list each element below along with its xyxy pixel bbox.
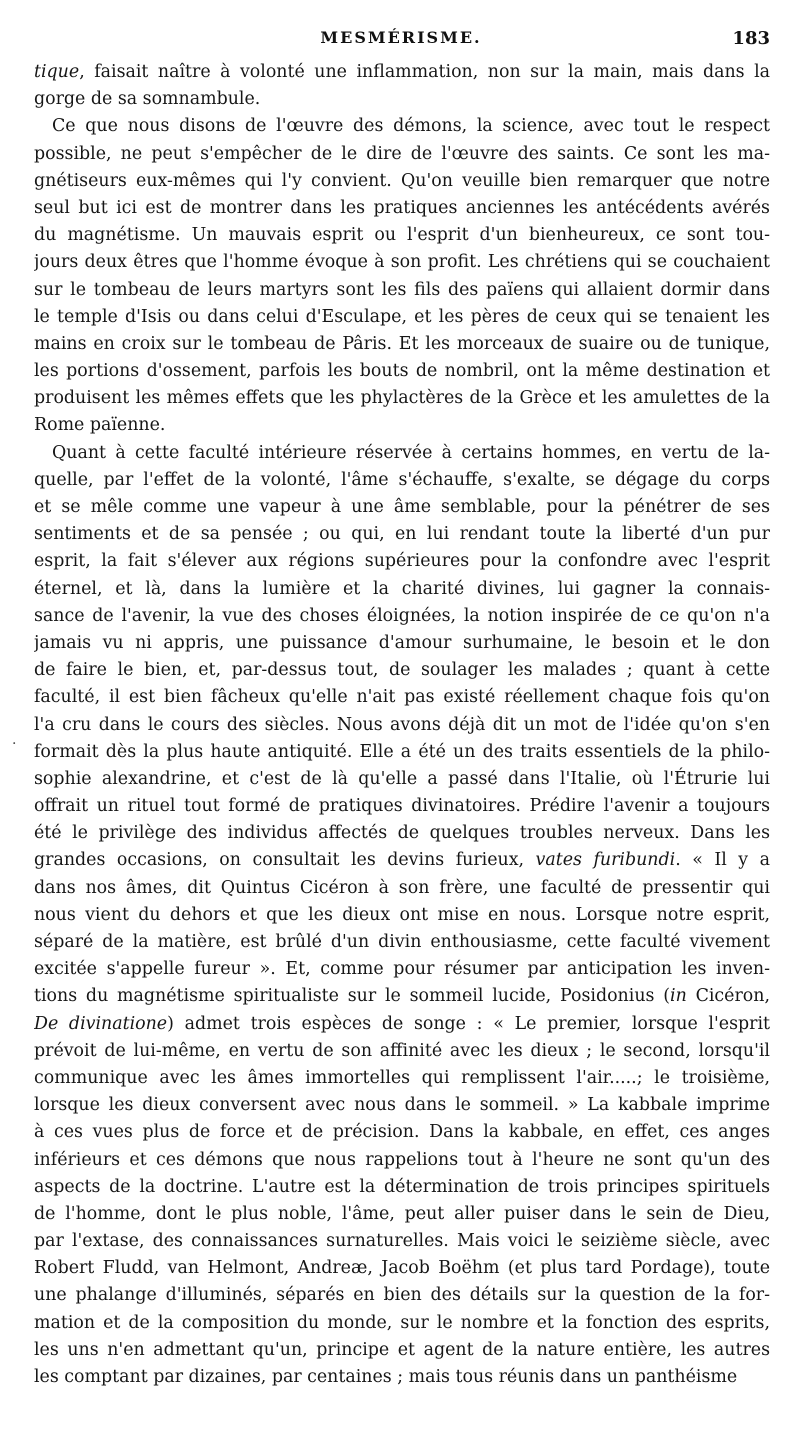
text-segment: gorge de sa somnambule.	[34, 89, 261, 110]
text-segment: Robert Fludd, van Helmont, Andreæ, Jacob Boëhm (et plus tard Pordage), toute	[34, 1258, 770, 1279]
text-line	[34, 603, 770, 630]
text-line	[34, 630, 770, 657]
running-title: MESMÉRISME.	[320, 28, 482, 47]
text-segment: seul but ici est de montrer dans les pratiques anciennes les antécédents avérés	[34, 197, 770, 218]
italic-text: vates furibundi	[535, 850, 676, 871]
text-segment: du magnétisme. Un mauvais esprit ou l'esprit d'un bienheureux, ce sont tou-	[34, 225, 770, 246]
text-segment: les uns n'en admettant qu'un, principe et agent de la nature entière, les autres	[34, 1339, 770, 1360]
text-line	[34, 467, 770, 494]
italic-text: De divinatione	[34, 1013, 168, 1034]
text-line	[34, 1201, 770, 1228]
text-segment: inférieurs et ces démons que nous rappelions tout à l'heure ne sont qu'un des	[34, 1149, 770, 1170]
text-line	[34, 684, 770, 711]
text-segment: faculté, il est bien fâcheux qu'elle n'ait pas existé réellement chaque fois qu'on	[34, 687, 770, 708]
text-segment: Rome païenne.	[34, 415, 166, 436]
text-segment: excitée s'appelle fureur ». Et, comme pour résumer par anticipation les inven-	[34, 959, 770, 980]
text-line	[34, 249, 770, 276]
text-line	[34, 304, 770, 331]
text-segment: sance de l'avenir, la vue des choses éloignées, la notion inspirée de ce qu'on n'a	[34, 605, 770, 626]
text-segment: de l'homme, dont le plus noble, l'âme, peut aller puiser dans le sein de Dieu,	[34, 1203, 770, 1224]
text-segment: offrait un rituel tout formé de pratiques divinatoires. Prédire l'avenir a toujours	[34, 796, 770, 817]
text-segment: . « Il y a	[675, 850, 770, 871]
text-segment: jamais vu ni appris, une puissance d'amour surhumaine, le besoin et le don	[34, 632, 770, 653]
text-segment: , faisait naître à volonté une inflammation, non sur la main, mais dans la	[79, 62, 770, 82]
text-line	[34, 657, 770, 684]
text-segment: dans nos âmes, dit Quintus Cicéron à son frère, une faculté de pressentir qui	[34, 877, 770, 898]
text-line	[34, 1011, 770, 1038]
text-line	[34, 1228, 770, 1255]
text-segment: formait dès la plus haute antiquité. Elle a été un des traits essentiels de la philo-	[34, 741, 770, 762]
text-segment: éternel, et là, dans la lumière et la charité divines, lui gagner la connais-	[34, 578, 770, 599]
text-line	[34, 521, 770, 548]
text-line	[34, 1282, 770, 1309]
text-segment: les comptant par dizaines, par centaines ; mais tous réunis dans un panthéisme	[34, 1367, 738, 1387]
text-line	[34, 113, 770, 140]
text-line	[34, 168, 770, 195]
text-segment: sophie alexandrine, et c'est de là qu'elle a passé dans l'Italie, où l'Étrurie lui	[34, 768, 770, 789]
text-line	[34, 412, 770, 439]
text-line	[34, 358, 770, 385]
text-line	[34, 494, 770, 521]
text-segment: séparé de la matière, est brûlé d'un divin enthousiasme, cette faculté vivement	[34, 932, 770, 952]
text-line	[34, 1174, 770, 1201]
text-segment: gnétiseurs eux-mêmes qui l'y convient. Qu'on veuille bien remarquer que notre	[34, 170, 770, 191]
text-line	[34, 1065, 770, 1092]
text-segment: Ce que nous disons de l'œuvre des démons, la science, avec tout le respect	[52, 116, 770, 137]
text-segment: sur le tombeau de leurs martyrs sont les fils des païens qui allaient dormir dans	[34, 279, 770, 300]
text-line	[34, 1038, 770, 1065]
text-segment: esprit, la fait s'élever aux régions supérieures pour la confondre avec l'esprit	[34, 551, 770, 572]
text-line	[34, 956, 770, 983]
text-line	[34, 820, 770, 847]
text-line	[34, 739, 770, 766]
text-line	[34, 576, 770, 603]
text-line	[34, 1337, 770, 1364]
text-line	[34, 847, 770, 874]
text-segment: sentiments et de sa pensée ; ou qui, en lui rendant toute la liberté d'un pur	[34, 524, 770, 545]
text-line	[34, 385, 770, 412]
text-line	[34, 712, 770, 739]
text-segment: jours deux êtres que l'homme évoque à son profit. Les chrétiens qui se couchaient	[34, 252, 770, 273]
text-line	[34, 793, 770, 820]
text-segment: mains en croix sur le tombeau de Pâris. Et les morceaux de suaire ou de tunique,	[34, 333, 770, 354]
text-line	[34, 1092, 770, 1119]
page-header	[32, 28, 770, 56]
text-line	[34, 875, 770, 902]
text-body	[34, 59, 770, 1391]
text-segment: à ces vues plus de force et de précision. Dans la kabbale, en effet, ces anges	[34, 1122, 770, 1143]
text-segment: communique avec les âmes immortelles qui remplissent l'air.....; le troisième,	[34, 1067, 770, 1088]
text-segment: mation et de la composition du monde, sur le nombre et la fonction des esprits,	[34, 1312, 770, 1333]
text-segment: les portions d'ossement, parfois les bouts de nombril, ont la même destination et	[34, 361, 770, 382]
text-line	[34, 195, 770, 222]
text-segment: grandes occasions, on consultait les devins furieux,	[34, 850, 536, 871]
text-line	[34, 440, 770, 467]
text-segment: l'a cru dans le cours des siècles. Nous avons déjà dit un mot de l'idée qu'on s'en	[34, 714, 770, 735]
margin-dot: ·	[12, 736, 17, 752]
text-line	[34, 86, 770, 113]
text-segment: le temple d'Isis ou dans celui d'Esculape, et les pères de ceux qui se tenaient les	[34, 306, 770, 327]
text-segment: par l'extase, des connaissances surnaturelles. Mais voici le seizième siècle, avec	[34, 1231, 770, 1252]
text-line	[34, 1147, 770, 1174]
text-segment: lorsque les dieux conversent avec nous dans le sommeil. » La kabbale imprime	[34, 1095, 770, 1116]
text-segment: ) admet trois espèces de songe : « Le premier, lorsque l'esprit	[167, 1013, 770, 1034]
text-segment: Quant à cette faculté intérieure réservée à certains hommes, en vertu de la-	[52, 442, 770, 463]
paragraph	[34, 113, 770, 439]
text-line	[34, 1255, 770, 1282]
text-line	[34, 1310, 770, 1337]
text-line	[34, 902, 770, 929]
paragraph	[34, 59, 770, 113]
text-segment: aspects de la doctrine. L'autre est la détermination de trois principes spirituels	[34, 1176, 770, 1197]
text-segment: produisent les mêmes effets que les phylactères de la Grèce et les amulettes de la	[34, 388, 770, 409]
text-line	[34, 983, 770, 1010]
text-segment: possible, ne peut s'empêcher de le dire de l'œuvre des saints. Ce sont les ma-	[34, 143, 770, 164]
text-segment: prévoit de lui-même, en vertu de son affinité avec les dieux ; le second, lorsqu'il	[34, 1040, 770, 1061]
text-line	[34, 929, 770, 956]
text-segment: une phalange d'illuminés, séparés en bien des détails sur la question de la for-	[34, 1285, 770, 1306]
page-number: 183	[732, 28, 770, 49]
text-line	[34, 331, 770, 358]
text-segment: été le privilège des individus affectés de quelques troubles nerveux. Dans les	[34, 823, 770, 844]
text-line	[34, 222, 770, 249]
text-segment: quelle, par l'effet de la volonté, l'âme s'échauffe, s'exalte, se dégage du corps	[34, 469, 770, 490]
italic-text: in	[670, 986, 687, 1007]
text-line	[34, 548, 770, 575]
text-line	[34, 1364, 770, 1391]
text-line	[34, 141, 770, 168]
text-segment: de faire le bien, et, par-dessus tout, de soulager les malades ; quant à cette	[34, 660, 770, 681]
text-segment: nous vient du dehors et que les dieux ont mise en nous. Lorsque notre esprit,	[34, 904, 770, 925]
text-line	[34, 766, 770, 793]
text-segment: et se mêle comme une vapeur à une âme semblable, pour la pénétrer de ses	[34, 497, 770, 517]
text-segment: Cicéron,	[686, 986, 770, 1007]
paragraph	[34, 440, 770, 1392]
text-line	[34, 59, 770, 86]
text-segment: tions du magnétisme spiritualiste sur le sommeil lucide, Posidonius (	[34, 986, 671, 1007]
text-line	[34, 1119, 770, 1146]
text-line	[34, 277, 770, 304]
italic-text: tique	[34, 62, 80, 82]
